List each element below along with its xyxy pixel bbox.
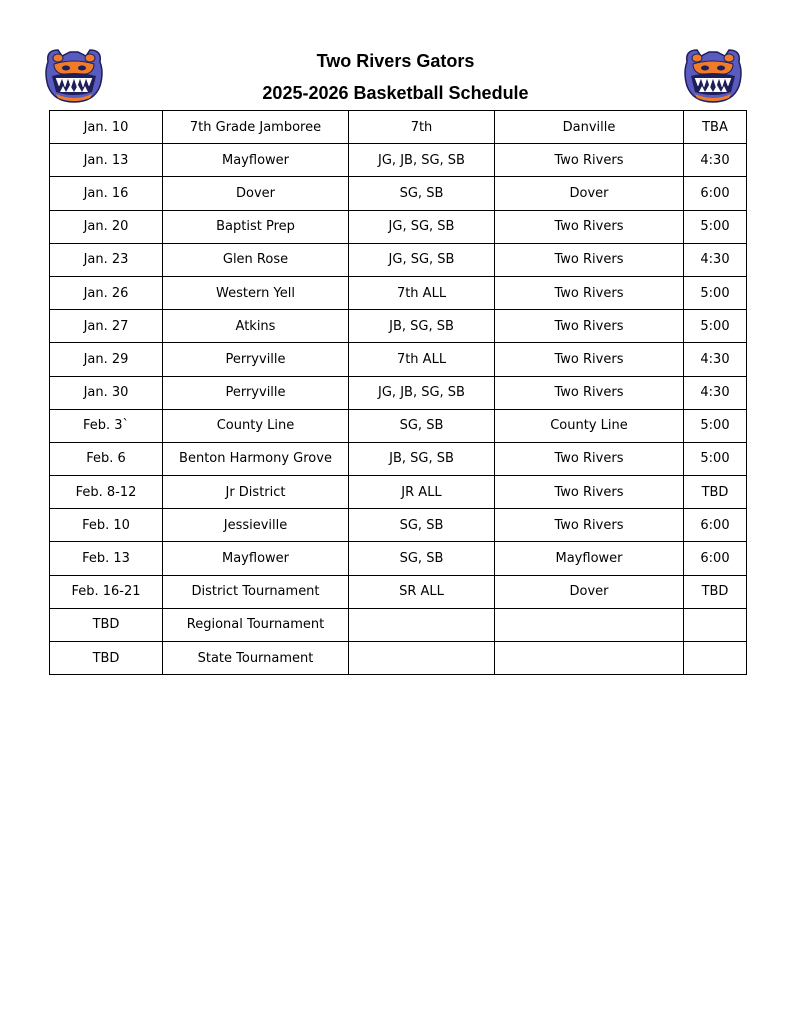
cell-opponent: Benton Harmony Grove [163, 442, 349, 475]
cell-time: 4:30 [684, 243, 747, 276]
cell-opponent: Perryville [163, 343, 349, 376]
table-row [50, 243, 747, 276]
cell-date: Feb. 3` [50, 409, 163, 442]
cell-location: Two Rivers [495, 476, 684, 509]
cell-location [495, 642, 684, 675]
cell-opponent: Perryville [163, 376, 349, 409]
cell-time: 4:30 [684, 343, 747, 376]
cell-teams: JR ALL [349, 476, 495, 509]
cell-time: TBD [684, 575, 747, 608]
cell-location: Danville [495, 111, 684, 144]
cell-time: 5:00 [684, 409, 747, 442]
cell-time: 5:00 [684, 210, 747, 243]
cell-location: Dover [495, 177, 684, 210]
cell-location: Two Rivers [495, 343, 684, 376]
cell-date: Jan. 26 [50, 276, 163, 309]
cell-time: 4:30 [684, 144, 747, 177]
cell-opponent: Jessieville [163, 509, 349, 542]
table-row [50, 608, 747, 641]
cell-location: County Line [495, 409, 684, 442]
table-row [50, 177, 747, 210]
cell-opponent: State Tournament [163, 642, 349, 675]
cell-location: Two Rivers [495, 310, 684, 343]
cell-date: TBD [50, 642, 163, 675]
cell-date: TBD [50, 608, 163, 641]
cell-time [684, 642, 747, 675]
cell-time: 6:00 [684, 509, 747, 542]
table-row [50, 144, 747, 177]
cell-opponent: Western Yell [163, 276, 349, 309]
cell-opponent: 7th Grade Jamboree [163, 111, 349, 144]
cell-date: Feb. 16-21 [50, 575, 163, 608]
cell-opponent: Dover [163, 177, 349, 210]
cell-teams: SG, SB [349, 542, 495, 575]
cell-opponent: District Tournament [163, 575, 349, 608]
cell-time: TBD [684, 476, 747, 509]
cell-opponent: Mayflower [163, 542, 349, 575]
table-row [50, 276, 747, 309]
cell-teams: JB, SG, SB [349, 442, 495, 475]
cell-teams: 7th ALL [349, 343, 495, 376]
cell-opponent: Mayflower [163, 144, 349, 177]
cell-teams: 7th ALL [349, 276, 495, 309]
cell-date: Jan. 23 [50, 243, 163, 276]
cell-opponent: Atkins [163, 310, 349, 343]
cell-teams: SG, SB [349, 509, 495, 542]
cell-date: Jan. 10 [50, 111, 163, 144]
cell-time [684, 608, 747, 641]
cell-date: Jan. 27 [50, 310, 163, 343]
cell-date: Jan. 29 [50, 343, 163, 376]
page-subtitle: 2025-2026 Basketball Schedule [262, 83, 529, 103]
cell-time: 4:30 [684, 376, 747, 409]
table-row [50, 442, 747, 475]
cell-time: 5:00 [684, 310, 747, 343]
header [0, 50, 791, 104]
cell-location: Two Rivers [495, 442, 684, 475]
cell-time: TBA [684, 111, 747, 144]
cell-date: Jan. 30 [50, 376, 163, 409]
cell-teams: SG, SB [349, 177, 495, 210]
cell-teams: JG, SG, SB [349, 243, 495, 276]
table-row [50, 642, 747, 675]
schedule-table [49, 110, 747, 675]
cell-opponent: Jr District [163, 476, 349, 509]
cell-teams: 7th [349, 111, 495, 144]
cell-date: Feb. 6 [50, 442, 163, 475]
table-row [50, 476, 747, 509]
cell-location: Two Rivers [495, 276, 684, 309]
table-row [50, 575, 747, 608]
cell-location: Two Rivers [495, 509, 684, 542]
cell-time: 5:00 [684, 442, 747, 475]
cell-date: Jan. 20 [50, 210, 163, 243]
cell-teams: JG, JB, SG, SB [349, 376, 495, 409]
table-row [50, 409, 747, 442]
cell-teams [349, 642, 495, 675]
table-row [50, 509, 747, 542]
cell-opponent: Regional Tournament [163, 608, 349, 641]
cell-time: 5:00 [684, 276, 747, 309]
cell-date: Jan. 13 [50, 144, 163, 177]
cell-location: Two Rivers [495, 243, 684, 276]
cell-date: Feb. 8-12 [50, 476, 163, 509]
table-row [50, 343, 747, 376]
cell-time: 6:00 [684, 177, 747, 210]
table-row [50, 310, 747, 343]
table-row [50, 210, 747, 243]
cell-teams: JB, SG, SB [349, 310, 495, 343]
schedule-body [50, 111, 747, 675]
cell-opponent: Glen Rose [163, 243, 349, 276]
cell-time: 6:00 [684, 542, 747, 575]
cell-date: Feb. 13 [50, 542, 163, 575]
cell-opponent: Baptist Prep [163, 210, 349, 243]
cell-teams: JG, SG, SB [349, 210, 495, 243]
cell-teams: SR ALL [349, 575, 495, 608]
cell-location [495, 608, 684, 641]
table-row [50, 376, 747, 409]
cell-location: Mayflower [495, 542, 684, 575]
cell-date: Feb. 10 [50, 509, 163, 542]
cell-teams: JG, JB, SG, SB [349, 144, 495, 177]
cell-date: Jan. 16 [50, 177, 163, 210]
cell-opponent: County Line [163, 409, 349, 442]
cell-location: Two Rivers [495, 376, 684, 409]
table-row [50, 111, 747, 144]
cell-location: Two Rivers [495, 144, 684, 177]
page-title: Two Rivers Gators [316, 51, 475, 71]
cell-teams [349, 608, 495, 641]
table-row [50, 542, 747, 575]
cell-location: Dover [495, 575, 684, 608]
cell-location: Two Rivers [495, 210, 684, 243]
cell-teams: SG, SB [349, 409, 495, 442]
